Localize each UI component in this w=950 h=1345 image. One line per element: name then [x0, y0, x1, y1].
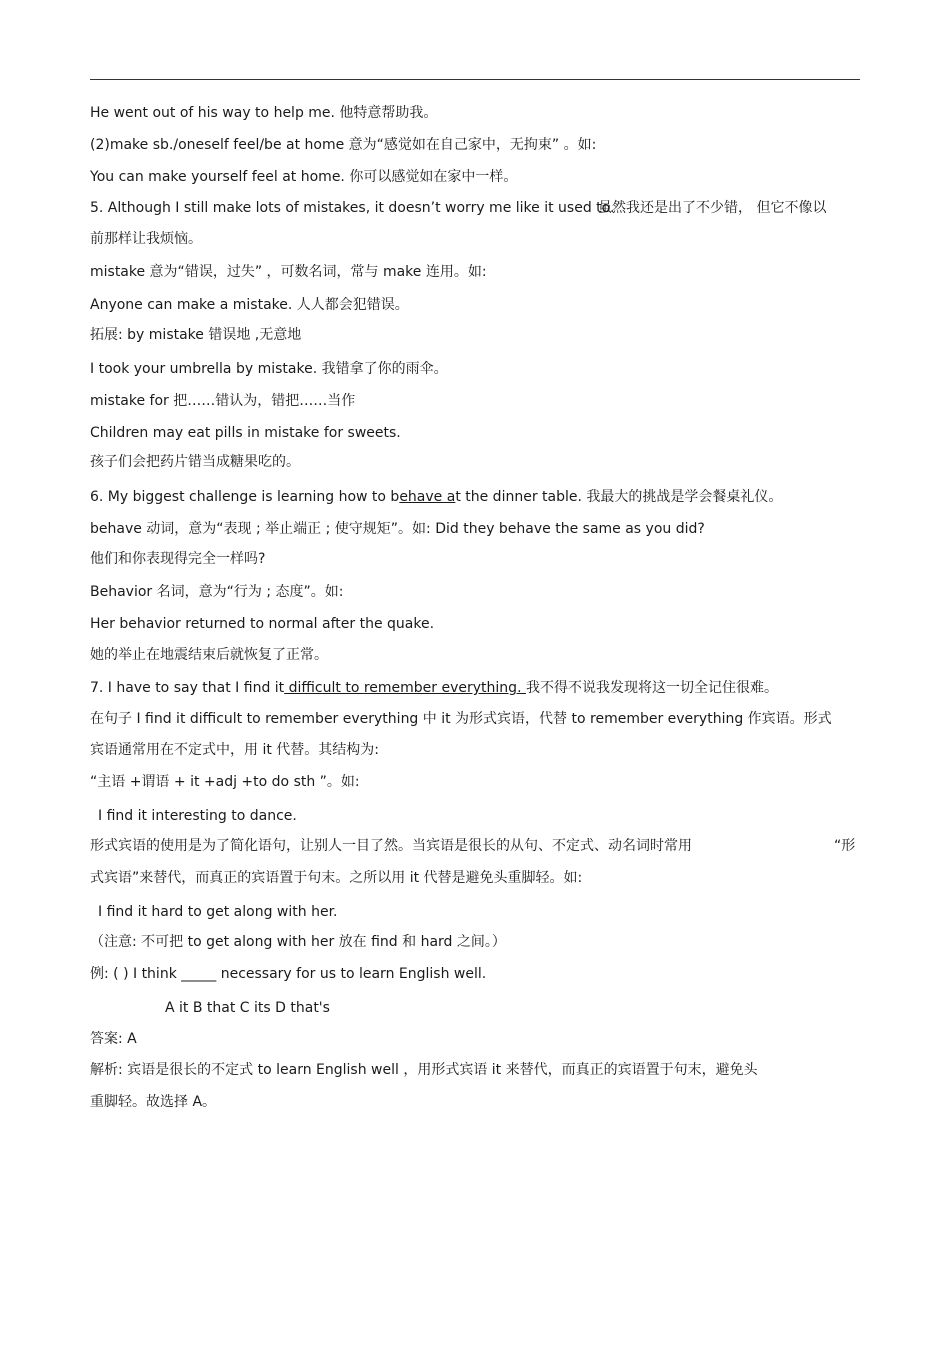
- text-line-12: 孩子们会把药片错当成糖果吃的。: [90, 454, 300, 470]
- text-line-31: 解析: 宾语是很长的不定式 to learn English well ，用形式宾语 it 来替代，而真正的宾语置于句末，避免头: [90, 1062, 758, 1078]
- text-line-19: [90, 679, 778, 697]
- text-line-2: (2)make sb./oneself feel/be at home 意为“感觉如在自己家中，无拘束” 。如:: [90, 137, 597, 153]
- text-line-18: 她的举止在地震结束后就恢复了正常。: [90, 647, 328, 663]
- text-line-29-options: A it B that C its D that's: [165, 1000, 330, 1016]
- header-rule: [90, 79, 860, 80]
- text-line-14: behave 动词，意为“表现 ; 举止端正 ; 使守规矩”。如: Did they behave the same as you did?: [90, 521, 705, 537]
- line-13-post: t the dinner table. 我最大的挑战是学会餐桌礼仪。: [455, 489, 783, 505]
- text-line-3: You can make yourself feel at home. 你可以感觉如在家中一样。: [90, 169, 518, 185]
- line-19-d: 我不得不说我发现将这一切全记住很难。: [525, 680, 778, 696]
- text-line-4b: 虽然我还是出了不少错， 但它不像以: [598, 200, 827, 216]
- line-19-a: 7. I have to say that I find it: [90, 680, 285, 696]
- text-line-22: “主语 +谓语 + it +adj +to do sth ”。如:: [90, 774, 360, 790]
- text-line-11: Children may eat pills in mistake for sweets.: [90, 425, 401, 441]
- text-line-4a: 5. Although I still make lots of mistakes, it doesn’t worry me like it used to.: [90, 200, 615, 216]
- text-line-16: Behavior 名词，意为“行为 ; 态度”。如:: [90, 584, 344, 600]
- line-19-c: remember everything.: [363, 680, 526, 696]
- line-13-pre: 6. My biggest challenge is learning how to b: [90, 489, 400, 505]
- text-line-20: 在句子 I find it difficult to remember everything 中 it 为形式宾语，代替 to remember everything 作宾语。形式: [90, 711, 832, 727]
- text-line-1: He went out of his way to help me. 他特意帮助我。: [90, 105, 438, 121]
- text-line-24a: 形式宾语的使用是为了简化语句，让别人一目了然。当宾语是很长的从句、不定式、动名词时常用: [90, 838, 692, 854]
- text-line-23: I find it interesting to dance.: [98, 808, 297, 824]
- text-line-15: 他们和你表现得完全一样吗?: [90, 551, 266, 567]
- text-line-25: 式宾语”来替代，而真正的宾语置于句末。之所以用 it 代替是避免头重脚轻。如:: [90, 870, 583, 886]
- text-line-26: I find it hard to get along with her.: [98, 904, 338, 920]
- text-line-9: I took your umbrella by mistake. 我错拿了你的雨伞。: [90, 361, 448, 377]
- text-line-8: 拓展: by mistake 错误地 ,无意地: [90, 327, 302, 343]
- text-line-5: 前那样让我烦恼。: [90, 231, 202, 247]
- text-line-10: mistake for 把……错认为，错把……当作: [90, 393, 356, 409]
- text-line-27: （注意: 不可把 to get along with her 放在 find 和 hard 之间。）: [90, 934, 506, 950]
- text-line-30-answer: 答案: A: [90, 1031, 137, 1047]
- text-line-17: Her behavior returned to normal after the quake.: [90, 616, 435, 632]
- text-line-21: 宾语通常用在不定式中，用 it 代替。其结构为:: [90, 742, 379, 758]
- text-line-6: mistake 意为“错误，过失” ，可数名词，常与 make 连用。如:: [90, 264, 487, 280]
- text-line-13: [90, 488, 782, 506]
- text-line-32: 重脚轻。故选择 A。: [90, 1094, 217, 1110]
- text-line-24b: “形: [834, 838, 856, 854]
- line-19-b: difficult to: [284, 680, 364, 696]
- line-13-underlined: ehave a: [399, 489, 456, 505]
- text-line-28: 例: ( ) I think _____ necessary for us to learn English well.: [90, 966, 487, 982]
- text-line-7: Anyone can make a mistake. 人人都会犯错误。: [90, 297, 409, 313]
